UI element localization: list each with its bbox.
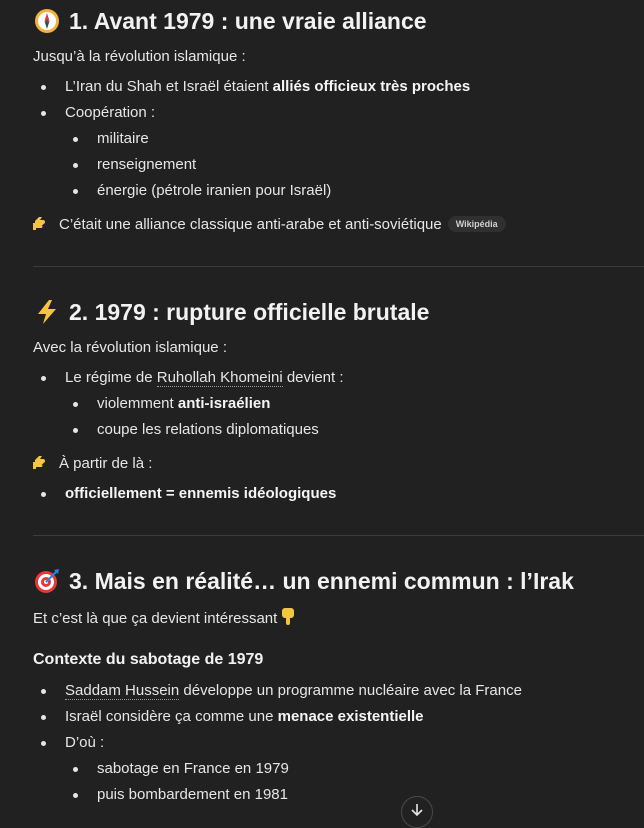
bullet <box>41 689 46 694</box>
list-item-text: Israël considère ça comme une <box>65 708 278 725</box>
section2-heading <box>33 298 429 326</box>
list-item-text: L’Iran du Shah et Israël étaient <box>65 78 273 95</box>
bullet <box>73 428 78 433</box>
compass-icon <box>33 7 61 35</box>
list-item-text: Le régime de <box>65 369 157 386</box>
section1-heading <box>33 7 427 35</box>
sub-list-item: sabotage en France en 1979 <box>97 760 289 777</box>
source-badge[interactable]: Wikipédia <box>448 216 506 232</box>
bullet <box>73 767 78 772</box>
entity-link[interactable]: Ruhollah Khomeini <box>156 369 283 386</box>
sub-list-item: puis bombardement en 1981 <box>97 786 288 803</box>
lightning-icon <box>33 298 61 326</box>
divider <box>33 266 644 267</box>
list-item-bold: alliés officieux très proches <box>272 78 471 95</box>
pointing-hand-icon <box>33 217 53 235</box>
list-item-bold: menace existentielle <box>277 708 424 725</box>
section1-intro: Jusqu’à la révolution islamique : <box>33 48 246 65</box>
list-item-text: violemment <box>97 395 178 412</box>
sub-list-item: militaire <box>97 130 149 147</box>
section2-intro: Avec la révolution islamique : <box>33 339 227 356</box>
target-icon <box>33 567 61 595</box>
sub-list-item <box>97 395 270 412</box>
section1-note <box>33 216 506 235</box>
bullet <box>73 793 78 798</box>
sub-list-item: énergie (pétrole iranien pour Israël) <box>97 182 332 199</box>
list-item-bold: anti-israélien <box>177 395 271 412</box>
bullet <box>41 741 46 746</box>
section1-title: 1. Avant 1979 : une vraie alliance <box>69 7 427 34</box>
note-text: À partir de là : <box>59 455 153 472</box>
list-item <box>65 708 424 725</box>
pointing-hand-icon <box>33 456 53 474</box>
bullet <box>73 163 78 168</box>
subheading: Contexte du sabotage de 1979 <box>33 651 264 668</box>
section3-heading <box>33 567 574 595</box>
list-item: officiellement = ennemis idéologiques <box>65 485 337 502</box>
intro-text: Et c’est là que ça devient intéressant <box>33 610 278 627</box>
divider <box>33 535 644 536</box>
sub-list-item: renseignement <box>97 156 197 173</box>
scroll-down-button[interactable] <box>401 796 433 828</box>
note-text: C’était une alliance classique anti-arabe et anti-soviétique <box>59 216 442 233</box>
list-item: Coopération : <box>65 104 156 121</box>
section3-intro <box>33 608 295 630</box>
bullet <box>41 111 46 116</box>
section2-note <box>33 455 152 474</box>
bullet <box>41 492 46 497</box>
pointing-down-hand-icon <box>281 608 295 630</box>
bullet <box>73 189 78 194</box>
section2-title: 2. 1979 : rupture officielle brutale <box>69 298 430 325</box>
list-item-text: développe un programme nucléaire avec la France <box>179 682 522 699</box>
arrow-down-icon <box>410 803 424 822</box>
bullet <box>41 85 46 90</box>
bullet <box>73 137 78 142</box>
section3-title: 3. Mais en réalité… un ennemi commun : l’Irak <box>69 567 574 594</box>
list-item <box>65 369 344 386</box>
bullet <box>73 402 78 407</box>
list-item-text: devient : <box>282 369 344 386</box>
bullet <box>41 715 46 720</box>
list-item <box>65 78 470 95</box>
bullet <box>41 376 46 381</box>
list-item: D’où : <box>65 734 105 751</box>
sub-list-item: coupe les relations diplomatiques <box>97 421 319 438</box>
entity-link[interactable]: Saddam Hussein <box>65 682 180 699</box>
list-item <box>65 682 522 699</box>
